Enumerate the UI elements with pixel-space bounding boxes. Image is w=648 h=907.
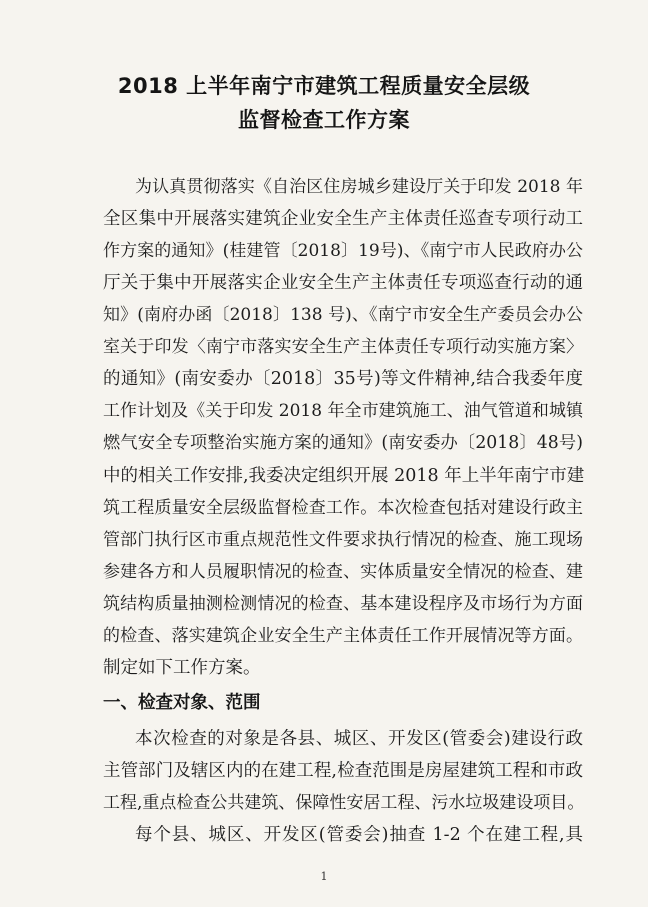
paragraph-line: 筑工程质量安全层级监督检查工作。本次检查包括对建设行政主	[103, 498, 583, 518]
paragraph-line: 参建各方和人员履职情况的检查、实体质量安全情况的检查、建	[103, 562, 583, 582]
paragraph-line: 的检查、落实建筑企业安全生产主体责任工作开展情况等方面。	[103, 626, 583, 646]
document-title-line-1: 2018 上半年南宁市建筑工程质量安全层级	[117, 74, 531, 98]
paragraph-line: 中的相关工作安排,我委决定组织开展 2018 年上半年南宁市建	[103, 466, 585, 486]
paragraph-line: 工程,重点检查公共建筑、保障性安居工程、污水垃圾建设项目。	[103, 793, 585, 813]
paragraph-line: 全区集中开展落实建筑企业安全生产主体责任巡查专项行动工	[103, 209, 583, 229]
paragraph-line: 本次检查的对象是各县、城区、开发区(管委会)建设行政	[135, 729, 583, 749]
paragraph-line: 工作计划及《关于印发 2018 年全市建筑施工、油气管道和城镇	[103, 401, 583, 421]
paragraph-line: 管部门执行区市重点规范性文件要求执行情况的检查、施工现场	[103, 530, 583, 550]
paragraph-line: 制定如下工作方案。	[103, 658, 261, 678]
paragraph-line: 知》(南府办函〔2018〕138 号)、《南宁市安全生产委员会办公	[103, 305, 583, 325]
section-heading: 一、检查对象、范围	[103, 693, 261, 713]
paragraph-line: 作方案的通知》(桂建管〔2018〕19号)、《南宁市人民政府办公	[103, 241, 583, 261]
paragraph-line: 的通知》(南安委办〔2018〕35号)等文件精神,结合我委年度	[103, 369, 583, 389]
paragraph-line: 主管部门及辖区内的在建工程,检查范围是房屋建筑工程和市政	[103, 761, 583, 781]
document-title-line-2: 监督检查工作方案	[238, 108, 410, 132]
paragraph-line: 室关于印发〈南宁市落实安全生产主体责任专项行动实施方案〉	[103, 337, 583, 357]
paragraph-line: 为认真贯彻落实《自治区住房城乡建设厅关于印发 2018 年	[135, 177, 583, 197]
paragraph-line: 每个县、城区、开发区(管委会)抽查 1-2 个在建工程,具	[135, 825, 583, 845]
paragraph-line: 筑结构质量抽测检测情况的检查、基本建设程序及市场行为方面	[103, 594, 583, 614]
paragraph-line: 厅关于集中开展落实企业安全生产主体责任专项巡查行动的通	[103, 273, 583, 293]
paragraph-line: 燃气安全专项整治实施方案的通知》(南安委办〔2018〕48号)	[103, 433, 583, 453]
page-number: 1	[320, 870, 328, 883]
